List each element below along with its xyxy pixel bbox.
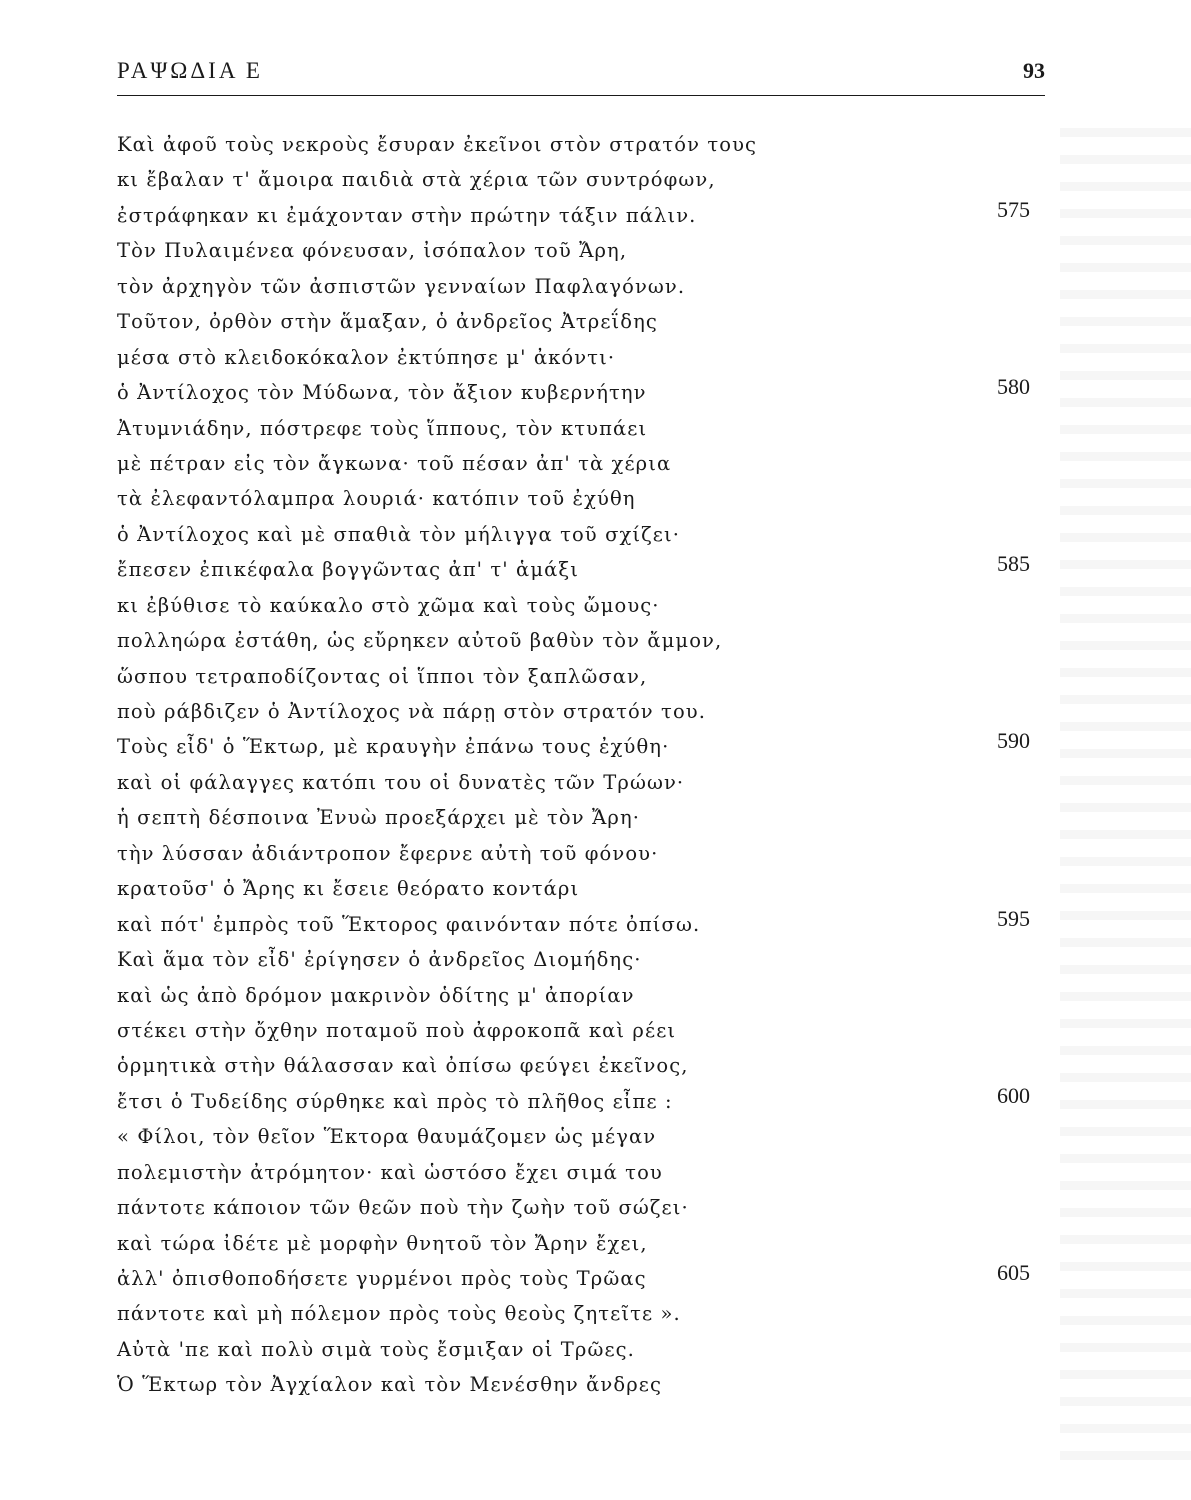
verse-line	[117, 1119, 1047, 1154]
verse-line	[117, 1084, 1047, 1119]
verse-line	[117, 1155, 1047, 1190]
verse-line	[117, 765, 1047, 800]
verse-line	[117, 411, 1047, 446]
verse-text: μὲ πέτραν εἰς τὸν ἄγκωνα· τοῦ πέσαν ἀπ' τὰ χέρια	[117, 451, 672, 475]
verse-line	[117, 481, 1047, 516]
verse-line	[117, 1048, 1047, 1083]
verse-line	[117, 800, 1047, 835]
verse-line	[117, 1190, 1047, 1225]
verse-text: καὶ τώρα ἰδέτε μὲ μορφὴν θνητοῦ τὸν Ἄρην ἔχει,	[117, 1231, 648, 1255]
verse-text: ἐστράφηκαν κι ἐμάχονταν στὴν πρώτην τάξιν πάλιν.	[117, 203, 697, 227]
line-number: 580	[997, 374, 1030, 400]
verse-text: Τὸν Πυλαιμένεα φόνευσαν, ἰσόπαλον τοῦ Ἄρη,	[117, 239, 628, 263]
verse-text: τὰ ἐλεφαντόλαμπρα λουριά· κατόπιν τοῦ ἐχύθη	[117, 487, 636, 511]
verse-line	[117, 127, 1047, 162]
verse-text: Ἀτυμνιάδην, πόστρεφε τοὺς ἵππους, τὸν κτυπάει	[117, 416, 648, 440]
line-number: 600	[997, 1082, 1030, 1108]
verse-text: ἔτσι ὁ Τυδείδης σύρθηκε καὶ πρὸς τὸ πλῆθος εἶπε :	[117, 1089, 673, 1113]
verse-text: στέκει στὴν ὄχθην ποταμοῦ ποὺ ἀφροκοπᾶ καὶ ρέει	[117, 1018, 677, 1042]
verse-text: πολεμιστὴν ἀτρόμητον· καὶ ὡστόσο ἔχει σιμά του	[117, 1160, 663, 1184]
verse-line	[117, 198, 1047, 233]
verse-line	[117, 1367, 1047, 1402]
verse-line	[117, 446, 1047, 481]
verse-line	[117, 978, 1047, 1013]
verse-line	[117, 871, 1047, 906]
verse-text: ὁρμητικὰ στὴν θάλασσαν καὶ ὀπίσω φεύγει ἐκεῖνος,	[117, 1054, 689, 1078]
verse-text: κι ἔβαλαν τ' ἄμοιρα παιδιὰ στὰ χέρια τῶν συντρόφων,	[117, 168, 716, 192]
verse-text: πολληώρα ἐστάθη, ὡς εὔρηκεν αὐτοῦ βαθὺν τὸν ἄμμον,	[117, 629, 723, 653]
verse-text: ὥσπου τετραποδίζοντας οἱ ἵπποι τὸν ξαπλῶσαν,	[117, 664, 648, 688]
verse-line	[117, 517, 1047, 552]
verse-text: καὶ πότ' ἐμπρὸς τοῦ Ἕκτορος φαινόνταν πότε ὀπίσω.	[117, 912, 701, 936]
verse-text: Καὶ ἀφοῦ τοὺς νεκροὺς ἔσυραν ἐκεῖνοι στὸν στρατόν τους	[117, 133, 758, 156]
verse-line	[117, 304, 1047, 339]
verse-text: Τοὺς εἶδ' ὁ Ἕκτωρ, μὲ κραυγὴν ἐπάνω τους ἐχύθη·	[117, 735, 670, 759]
verse-line	[117, 1013, 1047, 1048]
verse-text: Αὐτὰ 'πε καὶ πολὺ σιμὰ τοὺς ἔσμιξαν οἱ Τρῶες.	[117, 1337, 635, 1361]
verse-text: τὸν ἀρχηγὸν τῶν ἀσπιστῶν γενναίων Παφλαγόνων.	[117, 274, 686, 298]
verse-line	[117, 836, 1047, 871]
line-number: 585	[997, 551, 1030, 577]
verse-text: Ὁ Ἕκτωρ τὸν Ἀγχίαλον καὶ τὸν Μενέσθην ἄνδρες	[117, 1373, 663, 1397]
verse-line	[117, 552, 1047, 587]
verse-block	[117, 127, 1047, 1403]
verse-text: ὁ Ἀντίλοχος καὶ μὲ σπαθιὰ τὸν μήλιγγα τοῦ σχίζει·	[117, 522, 681, 546]
verse-line	[117, 942, 1047, 977]
verse-text: καὶ οἱ φάλαγγες κατόπι του οἱ δυνατὲς τῶν Τρώων·	[117, 770, 685, 794]
verse-text: ἡ σεπτὴ δέσποινα Ἐνυὼ προεξάρχει μὲ τὸν Ἄρη·	[117, 806, 641, 830]
verse-line	[117, 340, 1047, 375]
verse-line	[117, 375, 1047, 410]
verse-text: ἀλλ' ὀπισθοποδήσετε γυρμένοι πρὸς τοὺς Τρῶας	[117, 1267, 647, 1290]
line-number: 575	[997, 196, 1030, 222]
verse-text: μέσα στὸ κλειδοκόκαλον ἐκτύπησε μ' ἀκόντι·	[117, 345, 616, 369]
line-number: 590	[997, 728, 1030, 754]
verse-line	[117, 659, 1047, 694]
verse-line	[117, 729, 1047, 764]
verse-text: ὁ Ἀντίλοχος τὸν Μύδωνα, τὸν ἄξιον κυβερνήτην	[117, 381, 647, 405]
line-number: 605	[997, 1260, 1030, 1285]
header-rule	[117, 95, 1045, 96]
verse-text: καὶ ὡς ἀπὸ δρόμον μακρινὸν ὁδίτης μ' ἀπορίαν	[117, 983, 635, 1007]
verse-line	[117, 588, 1047, 623]
verse-text: κι ἐβύθισε τὸ καύκαλο στὸ χῶμα καὶ τοὺς ὤμους·	[117, 593, 660, 617]
verse-line	[117, 1226, 1047, 1261]
verse-text: πάντοτε κάποιον τῶν θεῶν ποὺ τὴν ζωὴν τοῦ σώζει·	[117, 1196, 689, 1220]
verse-text: πάντοτε καὶ μὴ πόλεμον πρὸς τοὺς θεοὺς ζητεῖτε ».	[117, 1302, 681, 1326]
verse-line	[117, 1261, 1047, 1296]
verse-text: Τοῦτον, ὀρθὸν στὴν ἅμαξαν, ὁ ἀνδρεῖος Ἀτρεΐδης	[117, 310, 658, 334]
verse-line	[117, 162, 1047, 197]
verse-text: ποὺ ράβδιζεν ὁ Ἀντίλοχος νὰ πάρῃ στὸν στρατόν του.	[117, 700, 707, 723]
show-through-text	[1060, 110, 1191, 1470]
verse-line	[117, 623, 1047, 658]
verse-line	[117, 233, 1047, 268]
verse-line	[117, 269, 1047, 304]
verse-line	[117, 1296, 1047, 1331]
verse-line	[117, 694, 1047, 729]
verse-text: Καὶ ἅμα τὸν εἶδ' ἐρίγησεν ὁ ἀνδρεῖος Διομήδης·	[117, 948, 642, 972]
verse-line	[117, 907, 1047, 942]
verse-text: τὴν λύσσαν ἀδιάντροπον ἔφερνε αὐτὴ τοῦ φόνου·	[117, 841, 659, 865]
verse-text: κρατοῦσ' ὁ Ἄρης κι ἔσειε θεόρατο κοντάρι	[117, 877, 580, 901]
verse-line	[117, 1332, 1047, 1367]
running-header	[117, 58, 1045, 88]
line-number: 595	[997, 905, 1030, 931]
page-number: 93	[1023, 58, 1045, 83]
verse-text: ἔπεσεν ἐπικέφαλα βογγῶντας ἀπ' τ' ἁμάξι	[117, 558, 579, 582]
verse-text: « Φίλοι, τὸν θεῖον Ἕκτορα θαυμάζομεν ὡς μέγαν	[117, 1125, 657, 1149]
chapter-title: ΡΑΨΩΔΙΑ Ε	[117, 58, 263, 83]
